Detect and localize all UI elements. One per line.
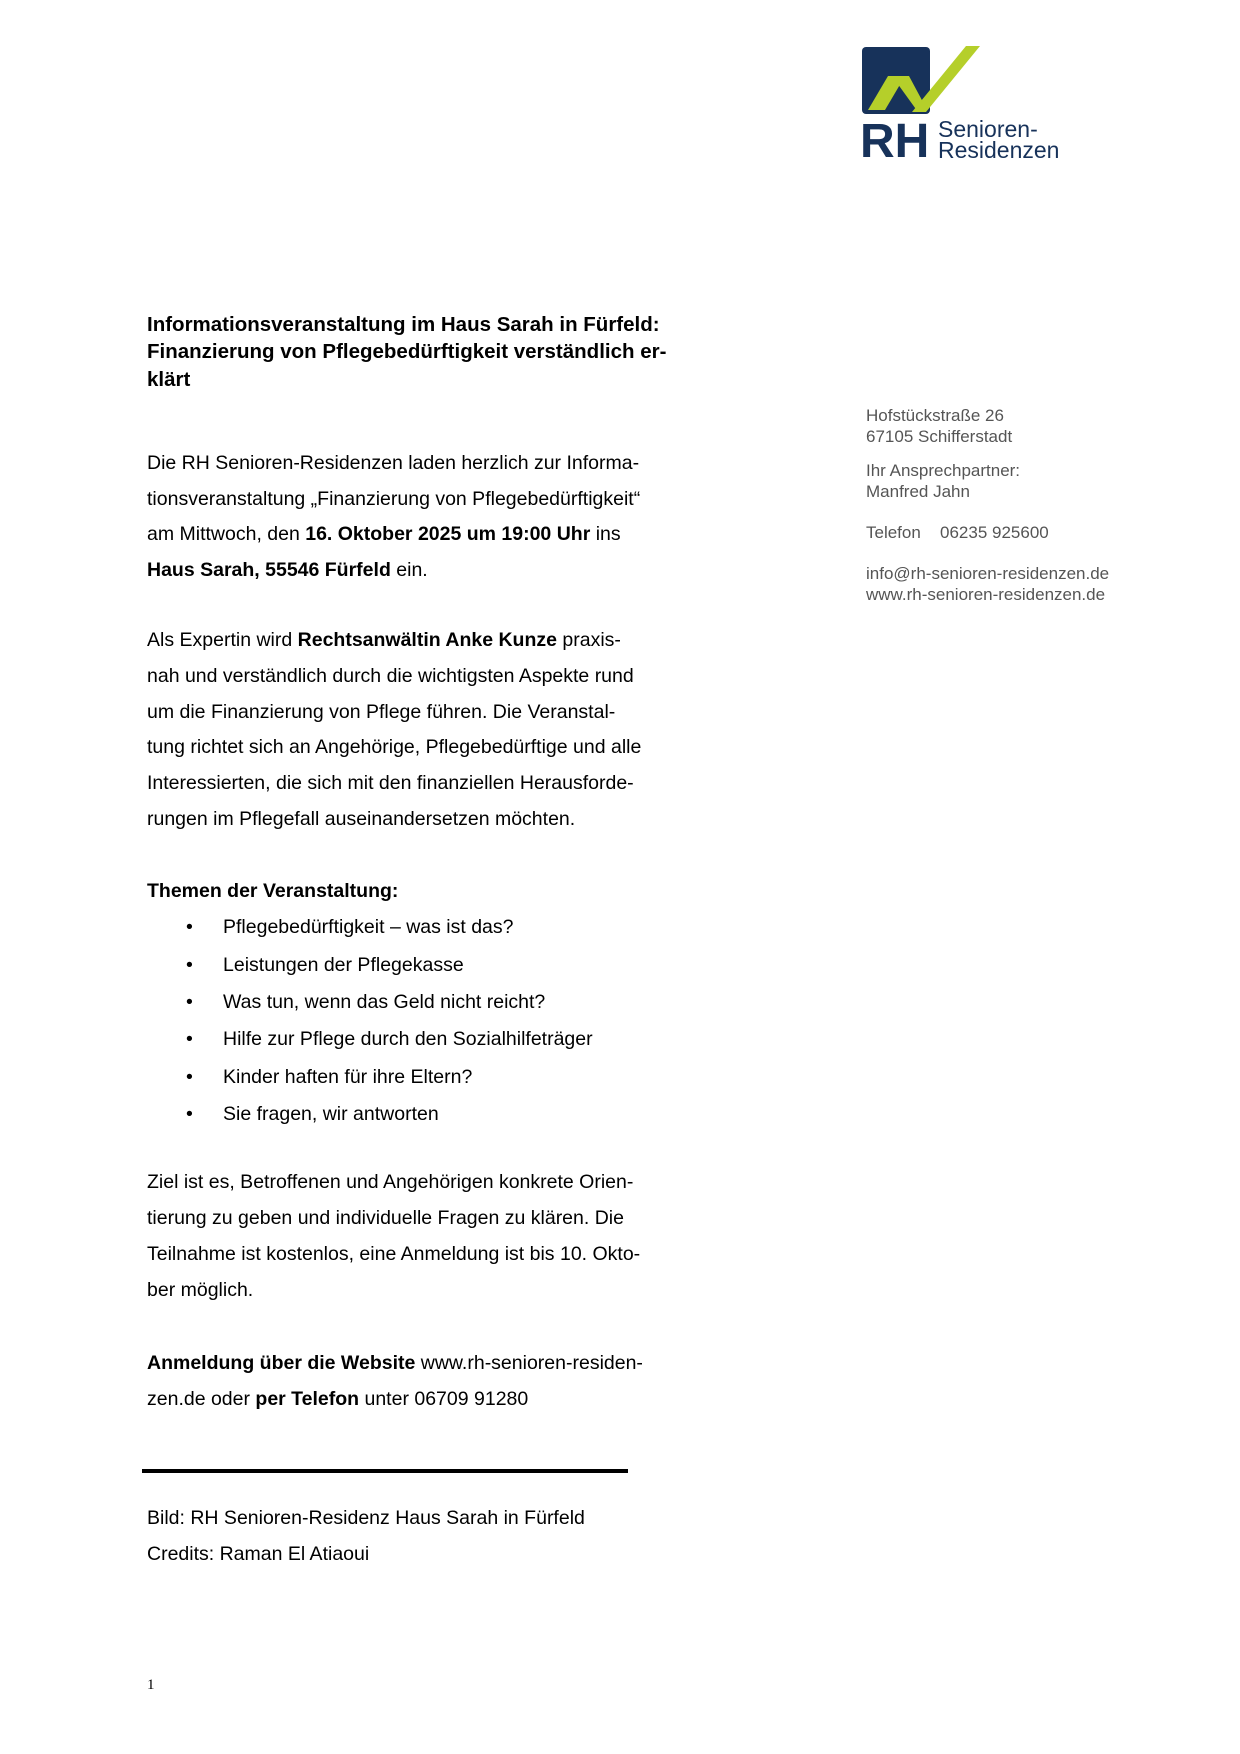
topic-text: Kinder haften für ihre Eltern? [223,1066,473,1088]
email-link[interactable]: info@rh-senioren-residenzen.de [866,564,1110,583]
expert-name: Rechtsanwältin Anke Kunze [297,629,557,651]
bullet-icon: • [186,954,193,976]
intro-line-3 [147,522,621,546]
bullet-icon: • [186,1103,193,1125]
bullet-icon: • [186,991,193,1013]
event-location: Haus Sarah, 55546 Fürfeld [147,559,391,581]
phone-number[interactable]: 06235 925600 [940,523,1049,542]
logo-line1: Senioren- [938,116,1038,142]
registration-website-end[interactable]: zen.de oder [147,1388,256,1410]
bullet-icon: • [186,1028,193,1050]
expert-line-3: um die Finanzierung von Pflege führen. Die Veranstal- [147,701,616,723]
logo-rh: RH [862,115,930,161]
registration-label: Anmeldung über die Website [147,1352,416,1374]
goal-line-3: Teilnahme ist kostenlos, eine Anmeldung ist bis 10. Okto- [147,1243,641,1265]
bullet-icon: • [186,1066,193,1088]
company-logo [862,46,1077,161]
expert-line-6: rungen im Pflegefall auseinandersetzen möchten. [147,808,576,830]
sender-city: 67105 Schifferstadt [866,427,1013,446]
goal-line-2: tierung zu geben und individuelle Fragen zu klären. Die [147,1207,624,1229]
intro-text: am Mittwoch, den [147,523,306,545]
website-link[interactable]: www.rh-senioren-residenzen.de [866,585,1106,604]
headline-line-1: Informationsveranstaltung im Haus Sarah in Fürfeld: [147,313,660,336]
intro-text: ein. [390,559,428,581]
image-caption: Bild: RH Senioren-Residenz Haus Sarah in Fürfeld [147,1507,585,1529]
headline-line-3: klärt [147,368,191,391]
topics-heading: Themen der Veranstaltung: [147,880,399,902]
registration-website[interactable]: www.rh-senioren-residen- [415,1352,643,1374]
contact-name: Manfred Jahn [866,482,970,501]
intro-line-1: Die RH Senioren-Residenzen laden herzlich zur Informa- [147,452,640,474]
registration-phone-label: per Telefon [255,1388,360,1410]
goal-line-1: Ziel ist es, Betroffenen und Angehörigen konkrete Orien- [147,1171,634,1193]
topic-text: Pflegebedürftigkeit – was ist das? [223,916,514,938]
topic-text: Sie fragen, wir antworten [223,1103,439,1125]
expert-text: praxis- [556,629,621,651]
goal-line-4: ber möglich. [147,1279,254,1301]
registration-phone[interactable]: unter 06709 91280 [359,1388,529,1410]
intro-line-4 [147,558,428,582]
expert-line-4: tung richtet sich an Angehörige, Pflegebedürftige und alle [147,736,642,758]
image-credits: Credits: Raman El Atiaoui [147,1543,370,1565]
intro-line-2: tionsveranstaltung „Finanzierung von Pflegebedürftigkeit“ [147,488,641,510]
phone-label: Telefon [866,523,921,542]
topic-text: Hilfe zur Pflege durch den Sozialhilfeträger [223,1028,593,1050]
registration-line-2 [147,1387,528,1411]
event-datetime: 16. Oktober 2025 um 19:00 Uhr [305,523,591,545]
topic-text: Leistungen der Pflegekasse [223,954,464,976]
expert-line-2: nah und verständlich durch die wichtigsten Aspekte rund [147,665,634,687]
sender-street: Hofstückstraße 26 [866,406,1004,425]
topic-text: Was tun, wenn das Geld nicht reicht? [223,991,546,1013]
expert-text: Als Expertin wird [147,629,298,651]
bullet-icon: • [186,916,193,938]
logo-line2: Residenzen [938,137,1060,161]
contact-label: Ihr Ansprechpartner: [866,461,1021,480]
page-number: 1 [147,1677,155,1693]
headline-line-2: Finanzierung von Pflegebedürftigkeit verständlich er- [147,340,667,363]
intro-text: ins [590,523,621,545]
separator-rule [142,1469,628,1473]
expert-line-1 [147,628,621,652]
expert-line-5: Interessierten, die sich mit den finanziellen Herausforde- [147,772,634,794]
logo-mark-icon [862,46,1077,161]
registration-line-1 [147,1351,643,1375]
